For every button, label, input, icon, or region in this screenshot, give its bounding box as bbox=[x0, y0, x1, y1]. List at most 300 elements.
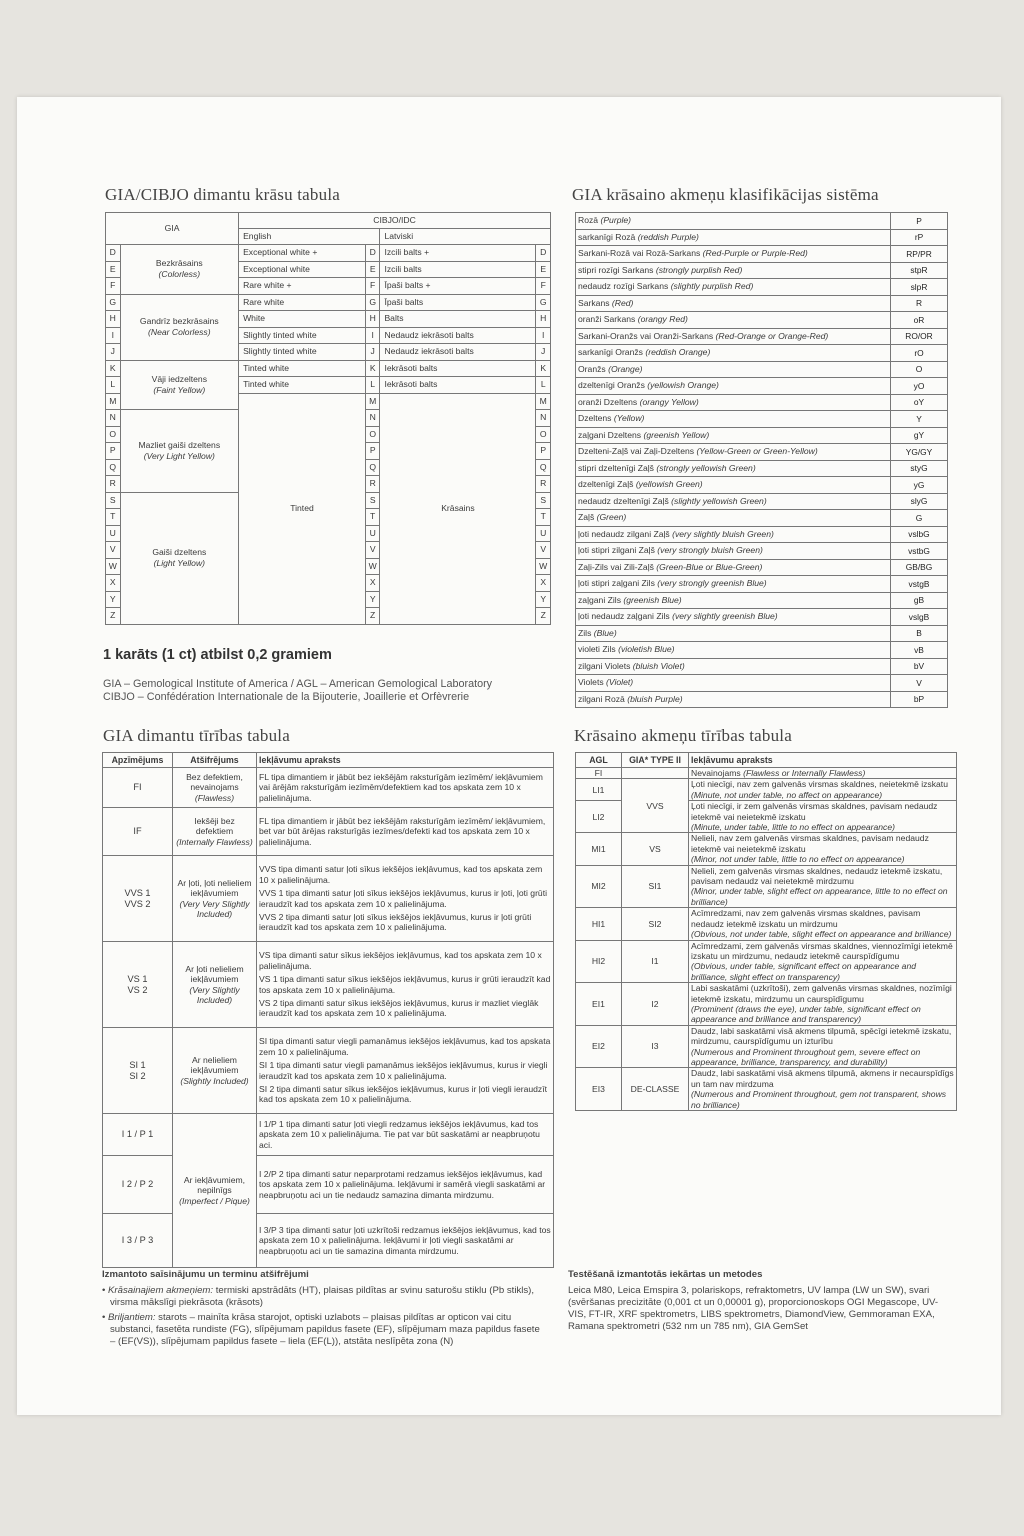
gem-color-code: bP bbox=[891, 691, 948, 708]
clarity-meaning bbox=[173, 856, 257, 942]
desc-lv: Nelieli, zem galvenās virsmas skaldnes, nedaudz ietekmē izskatu, pavisam nedaudz vai neietekmē mirdzumu bbox=[691, 865, 943, 887]
meaning-lv: Ar ļoti nelieliem iekļāvumiem bbox=[185, 963, 244, 985]
description-paragraph: VS 2 tipa dimanti satur sīkus iekšējos iekļāvumus, kurus ir mazliet vieglāk ieraudzīt kad tos apskata zem 10 x palielinājuma. bbox=[259, 997, 539, 1019]
gem-color-en: (strongly purplish Red) bbox=[655, 264, 743, 275]
grade-letter: P bbox=[365, 443, 380, 460]
gem-color-en: (reddish Orange) bbox=[645, 347, 711, 358]
gem-clarity-row bbox=[576, 779, 957, 801]
clarity-description bbox=[257, 808, 554, 856]
gem-color-code: rO bbox=[891, 345, 948, 362]
description-paragraph: VS 1 tipa dimanti satur sīkus iekšējos iekļāvumus, kurus ir grūti ieraudzīt kad tos apskata zem 10 x palielinājuma. bbox=[259, 974, 551, 995]
gem-color-en: (slightly yellowish Green) bbox=[671, 495, 767, 506]
description-paragraph: VVS 2 tipa dimanti satur ļoti sīkus iekšējos iekļāvumus, kurus ir ļoti grūti ieraudzīt kad tos apskata zem 10 x palielinājuma. bbox=[259, 911, 532, 933]
gem-color-en: (very strongly bluish Green) bbox=[657, 545, 763, 556]
group-name: Mazliet gaiši dzeltens bbox=[138, 439, 221, 450]
clarity-meaning bbox=[173, 942, 257, 1028]
gem-color-lv: violeti Zils bbox=[578, 644, 619, 655]
gem-color-en: (orangy Yellow) bbox=[639, 396, 699, 407]
meaning-lv: Ar ļoti, ļoti nelieliem iekļāvumiem bbox=[177, 877, 252, 899]
grade-letter: O bbox=[365, 426, 380, 443]
gem-color-name bbox=[576, 460, 891, 477]
clarity-grade: VVS 1 VVS 2 bbox=[103, 856, 173, 942]
gem-color-row bbox=[576, 477, 948, 494]
gem-color-code: B bbox=[891, 625, 948, 642]
group-name-en: (Near Colorless) bbox=[148, 327, 211, 337]
gem-clarity-row bbox=[576, 983, 957, 1026]
grade-letter: F bbox=[106, 278, 121, 295]
grade-letter: D bbox=[106, 245, 121, 262]
grade-letter: T bbox=[106, 509, 121, 526]
clarity-row bbox=[103, 1114, 554, 1156]
gem-color-code: V bbox=[891, 675, 948, 692]
gem-color-row bbox=[576, 576, 948, 593]
grade-letter: D bbox=[365, 245, 380, 262]
english-term: Exceptional white + bbox=[239, 245, 366, 262]
english-term: Rare white bbox=[239, 294, 366, 311]
grade-letter: G bbox=[106, 294, 121, 311]
description-paragraph: FL tipa dimantiem ir jābūt bez iekšējām raksturīgām iezīmēm/ iekļāvumiem, bet var būt ārējas raksturīgās iezīmes/defekti kad tos apskata zem 10 x palielinājuma. bbox=[259, 815, 546, 847]
english-term: Tinted white bbox=[239, 377, 366, 394]
gem-color-code: rP bbox=[891, 229, 948, 246]
grade-letter: F bbox=[365, 278, 380, 295]
grade-letter: T bbox=[536, 509, 551, 526]
meaning-en: (Imperfect / Pique) bbox=[179, 1195, 250, 1206]
gem-color-row bbox=[576, 444, 948, 461]
description-paragraph: SI tipa dimanti satur viegli pamanāmus iekšējos iekļāvumus, kad tos apskata zem 10 x palielinājuma. bbox=[259, 1036, 551, 1057]
note-term: Briljantiem: bbox=[108, 1312, 156, 1323]
english-term: Tinted bbox=[239, 393, 366, 624]
group-name: Bezkrāsains bbox=[155, 258, 203, 269]
clarity-description bbox=[257, 1028, 554, 1114]
gem-color-code: Y bbox=[891, 411, 948, 428]
grade-letter: Q bbox=[536, 459, 551, 476]
gem-color-en: (Red) bbox=[611, 297, 634, 308]
note-item: • Krāsainajiem akmeņiem: termiski apstrādāts (HT), plaisas pildītas ar svinu saturošu stiklu (Pb stikls), virsma mākslīgi piekrāsota (krāsots) bbox=[102, 1285, 535, 1308]
gem-color-code: vB bbox=[891, 642, 948, 659]
gem-color-row bbox=[576, 262, 948, 279]
gem-color-name bbox=[576, 510, 891, 527]
gem-color-code: oR bbox=[891, 312, 948, 329]
gem-color-en: (Yellow-Green or Green-Yellow) bbox=[696, 446, 818, 457]
gem-color-code: O bbox=[891, 361, 948, 378]
grade-letter: W bbox=[365, 558, 380, 575]
gem-color-row bbox=[576, 460, 948, 477]
clarity-grade: I 3 / P 3 bbox=[103, 1214, 173, 1268]
grade-letter: H bbox=[536, 311, 551, 328]
latvian-term: Nedaudz iekrāsoti balts bbox=[380, 327, 536, 344]
gem-color-code: P bbox=[891, 213, 948, 230]
meaning-en: (Slightly Included) bbox=[180, 1075, 249, 1086]
gem-color-en: (Green-Blue or Blue-Green) bbox=[656, 561, 763, 572]
description-paragraph: VVS 1 tipa dimanti satur ļoti sīkus iekšējos iekļāvumus, kurus ir ļoti, ļoti grūti ieraudzīt kad tos apskata zem 10 x palielinājuma. bbox=[259, 888, 548, 909]
desc-en: (Numerous and Prominent throughout gem, severe effect on appearance, brilliance, transparency, and durability) bbox=[691, 1046, 921, 1067]
gem-color-row bbox=[576, 427, 948, 444]
clarity-grade: IF bbox=[103, 808, 173, 856]
gem-color-lv: ļoti stipri zilgani Zaļš bbox=[578, 545, 658, 556]
desc-lv: Ļoti niecīgi, ir zem galvenās virsmas skaldnes, pavisam nedaudz ietekmē vai neietekmē izskatu bbox=[691, 801, 938, 822]
desc-lv: Nelieli, nav zem galvenās virsmas skaldnes, pavisam nedaudz ietekmē vai neietekmē izskatu bbox=[691, 833, 929, 854]
gem-color-en: (bluish Purple) bbox=[627, 693, 683, 704]
latvian-term: Balts bbox=[380, 311, 536, 328]
gem-color-name bbox=[576, 411, 891, 428]
gem-color-row bbox=[576, 609, 948, 626]
grade-letter: Z bbox=[536, 608, 551, 625]
gem-color-lv: nedaudz dzeltenīgi Zaļš bbox=[578, 495, 672, 506]
grade-letter: I bbox=[536, 327, 551, 344]
gem-color-code: RO/OR bbox=[891, 328, 948, 345]
latvian-term: Nedaudz iekrāsoti balts bbox=[380, 344, 536, 361]
gem-color-row bbox=[576, 625, 948, 642]
carat-statement: 1 karāts (1 ct) atbilst 0,2 gramiem bbox=[103, 647, 332, 663]
grade-letter: E bbox=[536, 261, 551, 278]
english-term: Slightly tinted white bbox=[239, 327, 366, 344]
color-row bbox=[106, 294, 551, 311]
header-meaning: Atšifrējums bbox=[173, 753, 257, 768]
grade-letter: U bbox=[365, 525, 380, 542]
grade-letter: V bbox=[536, 542, 551, 559]
meaning-en: (Very Very Slightly Included) bbox=[179, 898, 250, 919]
gem-color-name bbox=[576, 229, 891, 246]
gem-color-lv: Sarkans bbox=[578, 297, 612, 308]
agl-grade: EI3 bbox=[576, 1068, 622, 1111]
gem-color-name bbox=[576, 559, 891, 576]
grade-letter: Q bbox=[106, 459, 121, 476]
grade-letter: V bbox=[106, 542, 121, 559]
gem-color-code: vslgB bbox=[891, 609, 948, 626]
gem-color-lv: oranži Sarkans bbox=[578, 314, 638, 325]
group-name-en: (Colorless) bbox=[158, 269, 201, 280]
grade-letter: T bbox=[365, 509, 380, 526]
gem-color-name bbox=[576, 642, 891, 659]
latvian-term: Iekrāsoti balts bbox=[380, 377, 536, 394]
latvian-term: Izcili balts + bbox=[380, 245, 536, 262]
gem-color-name bbox=[576, 246, 891, 263]
note-item: • Briljantiem: starots – mainīta krāsa starojot, optiski uzlabots – plaisas pildītas ar opticon vai citu substanci, fasetēta rundiste (FG), slīpējumam papildus fasete (EF), slīpējumam maza papildus fasete – (EF(VS)), slīpējumam papildus fasete – liela (EF(L)), atstāta neslīpēta zona (N) bbox=[102, 1312, 540, 1347]
colored-gem-table bbox=[575, 212, 948, 708]
gem-color-name bbox=[576, 675, 891, 692]
gia-grade: SI1 bbox=[622, 865, 689, 908]
agl-grade: HI1 bbox=[576, 908, 622, 940]
equipment-title: Testēšanā izmantotās iekārtas un metodes bbox=[568, 1269, 763, 1280]
grade-letter: M bbox=[365, 393, 380, 410]
group-name-en: (Light Yellow) bbox=[153, 558, 206, 568]
header-grade: Apzīmējums bbox=[103, 753, 173, 768]
agl-grade: MI1 bbox=[576, 833, 622, 865]
gem-color-name bbox=[576, 691, 891, 708]
gem-color-lv: stipri dzeltenīgi Zaļš bbox=[578, 462, 657, 473]
gia-grade bbox=[622, 768, 689, 779]
gem-color-en: (Red-Purple or Purple-Red) bbox=[702, 248, 808, 259]
grade-letter: G bbox=[536, 294, 551, 311]
gia-grade: DE-CLASSE bbox=[622, 1068, 689, 1111]
gem-clarity-description bbox=[689, 833, 957, 865]
header-agl: AGL bbox=[576, 753, 622, 768]
gem-color-code: yG bbox=[891, 477, 948, 494]
diamond-color-title: GIA/CIBJO dimantu krāsu tabula bbox=[105, 185, 340, 204]
note-term: Krāsainajiem akmeņiem: bbox=[108, 1285, 214, 1296]
gem-color-row bbox=[576, 295, 948, 312]
gem-color-en: (slightly purplish Red) bbox=[670, 281, 754, 292]
gem-color-lv: zaļgani Zils bbox=[578, 594, 624, 605]
clarity-grade: I 2 / P 2 bbox=[103, 1156, 173, 1214]
gem-color-lv: stipri rozīgi Sarkans bbox=[578, 264, 656, 275]
desc-lv: Daudz, labi saskatāmi visā akmens tilpumā, akmens ir necaurspīdīgs un tam nav mirdzuma bbox=[691, 1068, 954, 1089]
color-group bbox=[120, 245, 239, 295]
header-description: Iekļāvumu apraksts bbox=[689, 753, 957, 768]
header-gia: GIA* TYPE II bbox=[622, 753, 689, 768]
gem-color-lv: Violets bbox=[578, 677, 607, 688]
gem-color-name bbox=[576, 427, 891, 444]
gem-color-code: RP/PR bbox=[891, 246, 948, 263]
desc-en: (Minute, not under table, no affect on appearance) bbox=[691, 789, 883, 800]
gia-grade: VS bbox=[622, 833, 689, 865]
grade-letter: L bbox=[536, 377, 551, 394]
group-name: Vāji iedzeltens bbox=[151, 373, 208, 384]
gem-color-row bbox=[576, 312, 948, 329]
clarity-grade: VS 1 VS 2 bbox=[103, 942, 173, 1028]
gem-color-name bbox=[576, 328, 891, 345]
color-row bbox=[106, 245, 551, 262]
grade-letter: S bbox=[536, 492, 551, 509]
grade-letter: Y bbox=[536, 591, 551, 608]
gem-color-row bbox=[576, 675, 948, 692]
gem-color-name bbox=[576, 279, 891, 296]
gem-color-en: (violetish Blue) bbox=[618, 644, 675, 655]
gem-color-lv: Zils bbox=[578, 627, 594, 638]
gem-color-en: (very strongly greenish Blue) bbox=[657, 578, 767, 589]
grade-letter: Z bbox=[365, 608, 380, 625]
desc-en: (Prominent (draws the eye), under table, significant effect on appearance and brilliance and transparency) bbox=[691, 1003, 921, 1025]
gem-color-row bbox=[576, 279, 948, 296]
gem-color-row bbox=[576, 559, 948, 576]
diamond-color-table bbox=[105, 212, 551, 625]
description-paragraph: SI 1 tipa dimanti satur viegli pamanāmus iekšējos iekļāvumus, kurus ir viegli ieraudzīt kad tos apskata zem 10 x palielinājuma. bbox=[259, 1060, 548, 1081]
clarity-description bbox=[257, 942, 554, 1028]
gem-color-code: stpR bbox=[891, 262, 948, 279]
gem-color-row bbox=[576, 345, 948, 362]
grade-letter: G bbox=[365, 294, 380, 311]
grade-letter: R bbox=[536, 476, 551, 493]
group-name-en: (Very Light Yellow) bbox=[143, 450, 215, 461]
gem-color-code: GB/BG bbox=[891, 559, 948, 576]
color-group bbox=[120, 492, 239, 624]
gem-color-en: (orangy Red) bbox=[637, 314, 688, 325]
gem-color-row bbox=[576, 246, 948, 263]
english-term: Tinted white bbox=[239, 360, 366, 377]
grade-letter: Q bbox=[365, 459, 380, 476]
grade-letter: X bbox=[365, 575, 380, 592]
gem-color-en: (Yellow) bbox=[613, 413, 645, 424]
english-term: Slightly tinted white bbox=[239, 344, 366, 361]
gem-clarity-row bbox=[576, 1068, 957, 1111]
gem-color-code: yO bbox=[891, 378, 948, 395]
gem-clarity-row bbox=[576, 768, 957, 779]
grade-letter: N bbox=[106, 410, 121, 427]
gem-color-name bbox=[576, 394, 891, 411]
clarity-row bbox=[103, 808, 554, 856]
gem-clarity-description bbox=[689, 1025, 957, 1068]
gem-color-code: slyG bbox=[891, 493, 948, 510]
gem-color-lv: dzeltenīgi Oranžs bbox=[578, 380, 648, 391]
description-paragraph: I 2/P 2 tipa dimanti satur neparprotami redzamus iekšējos iekļāvumus, kad tos apskata zem 10 x palielinājuma. Iekļāvumi ir samērā viegli saskatāmi ar neapbruņotu aci un tie nedaudz samazina dimanta mirdzumu. bbox=[259, 1168, 546, 1200]
clarity-meaning bbox=[173, 808, 257, 856]
gem-clarity-row bbox=[576, 833, 957, 865]
grade-letter: W bbox=[536, 558, 551, 575]
description-paragraph: SI 2 tipa dimanti satur sīkus iekšējos iekļāvumus, kurus ir ļoti viegli ieraudzīt kad tos apskata zem 10 x palielinājuma. bbox=[259, 1083, 548, 1105]
gem-color-en: (Violet) bbox=[606, 677, 634, 688]
english-term: Exceptional white bbox=[239, 261, 366, 278]
grade-letter: L bbox=[365, 377, 380, 394]
desc-lv: Labi saskatāmi (uzkrītoši), zem galvenās virsmas skaldnes, nozīmīgi ietekmē izskatu, mirdzumu un caurspīdīgumu bbox=[691, 983, 952, 1004]
gem-color-name bbox=[576, 526, 891, 543]
gem-color-row bbox=[576, 229, 948, 246]
latvian-term: Īpaši balts bbox=[380, 294, 536, 311]
gem-color-en: (greenish Blue) bbox=[623, 594, 682, 605]
latvian-term: Iekrāsoti balts bbox=[380, 360, 536, 377]
gem-color-code: vslbG bbox=[891, 526, 948, 543]
agl-grade: LI2 bbox=[576, 801, 622, 833]
meaning-en: (Very Slightly Included) bbox=[189, 984, 240, 1005]
description-paragraph: I 3/P 3 tipa dimanti satur ļoti uzkrītoši redzamus iekšējos iekļāvumus, kad tos apskata zem 10 x palielinājuma. Iekļāvumi ir ļoti viegli saskatāmi ar neapbruņotu aci un tie samazina dimanta mirdzumu. bbox=[259, 1224, 551, 1256]
clarity-description bbox=[257, 856, 554, 942]
grade-letter: K bbox=[536, 360, 551, 377]
grade-letter: J bbox=[106, 344, 121, 361]
grade-letter: L bbox=[106, 377, 121, 394]
grade-letter: R bbox=[365, 476, 380, 493]
equipment-text: Leica M80, Leica Emspira 3, polariskops, refraktometrs, UV lampa (LW un SW), svari (svēršanas precizitāte (0,001 ct un 0,00001 g), proporcionoskops OGI Megascope, UV-VIS, FT-IR, XRF spektrometrs, LIBS spektrometrs, DiamondView, Gemmoraman EXA, Ramana spektrometri (532 nm un 785 nm), GIA GemSet bbox=[568, 1285, 939, 1332]
grade-letter: P bbox=[536, 443, 551, 460]
gem-clarity-description bbox=[689, 983, 957, 1026]
desc-en: (Obvious, not under table, slight effect on appearance and brilliance) bbox=[691, 929, 952, 940]
meaning-lv: Ar iekļāvumiem, nepilnīgs bbox=[183, 1174, 246, 1196]
gem-color-lv: dzeltenīgi Zaļš bbox=[578, 479, 636, 490]
gem-color-name bbox=[576, 361, 891, 378]
gem-color-code: gB bbox=[891, 592, 948, 609]
note-text: starots – mainīta krāsa starojot, optiski uzlabots – plaisas pildītas ar opticon vai citu substanci, fasetēta rundiste (FG), slīpējumam papildus fasete (EF), slīpējumam maza papildus fasete – (EF(VS)), slīpējumam papildus fasete – liela (EF(L)), atstāta neslīpēta zona (N) bbox=[110, 1312, 540, 1347]
gem-color-lv: oranži Dzeltens bbox=[578, 396, 640, 407]
gem-color-name bbox=[576, 543, 891, 560]
desc-en: (Minor, under table, slight effect on appearance, little to no effect on brilliance) bbox=[691, 886, 948, 907]
gia-grade: I1 bbox=[622, 940, 689, 983]
clarity-meaning bbox=[173, 768, 257, 808]
grade-letter: Y bbox=[365, 591, 380, 608]
grade-letter: P bbox=[106, 443, 121, 460]
meaning-lv: Iekšēji bez defektiem bbox=[194, 815, 235, 837]
clarity-grade: SI 1 SI 2 bbox=[103, 1028, 173, 1114]
agl-grade: FI bbox=[576, 768, 622, 779]
diamond-clarity-title: GIA dimantu tīrības tabula bbox=[103, 726, 290, 745]
equipment-notes bbox=[568, 1269, 948, 1333]
grade-letter: D bbox=[536, 245, 551, 262]
gem-color-code: vstgB bbox=[891, 576, 948, 593]
gem-color-name bbox=[576, 625, 891, 642]
grade-letter: K bbox=[106, 360, 121, 377]
grade-letter: S bbox=[106, 492, 121, 509]
gem-color-name bbox=[576, 493, 891, 510]
meaning-en: (Internally Flawless) bbox=[176, 836, 253, 847]
grade-letter: J bbox=[536, 344, 551, 361]
gem-color-name bbox=[576, 378, 891, 395]
grade-letter: X bbox=[106, 575, 121, 592]
note-text: termiski apstrādāts (HT), plaisas pildītas ar svinu saturošu stiklu (Pb stikls), virsma mākslīgi piekrāsota (krāsots) bbox=[110, 1285, 535, 1308]
grade-letter: N bbox=[365, 410, 380, 427]
clarity-row bbox=[103, 1028, 554, 1114]
gem-color-name bbox=[576, 345, 891, 362]
gem-color-en: (yellowish Orange) bbox=[647, 380, 719, 391]
grade-letter: H bbox=[106, 311, 121, 328]
gem-color-en: (very slightly greenish Blue) bbox=[672, 611, 778, 622]
desc-lv: Acīmredzami, nav zem galvenās virsmas skaldnes, pavisam nedaudz ietekmē izskatu un mirdzumu bbox=[691, 908, 921, 929]
gem-color-name bbox=[576, 658, 891, 675]
gem-color-lv: zilgani Violets bbox=[578, 660, 633, 671]
grade-letter: V bbox=[365, 542, 380, 559]
desc-en: (Obvious, under table, significant effect on appearance and brilliance, slight effect on transparency) bbox=[691, 961, 917, 982]
desc-lv: Daudz, labi saskatāmi visā akmens tilpumā, spēcīgi ietekmē izskatu, mirdzumu, caurspīdīgumu un izturību bbox=[691, 1025, 952, 1047]
gia-grade: SI2 bbox=[622, 908, 689, 940]
gem-color-name bbox=[576, 295, 891, 312]
gem-color-name bbox=[576, 477, 891, 494]
gem-clarity-row bbox=[576, 908, 957, 940]
gem-color-lv: ļoti nedaudz zilgani Zaļš bbox=[578, 528, 673, 539]
gem-color-code: gY bbox=[891, 427, 948, 444]
gem-color-lv: zilgani Rozā bbox=[578, 693, 628, 704]
grade-letter: J bbox=[365, 344, 380, 361]
grade-letter: N bbox=[536, 410, 551, 427]
gem-color-lv: Dzelteni-Zaļš vai Zaļi-Dzeltens bbox=[578, 446, 697, 457]
grade-letter: O bbox=[106, 426, 121, 443]
gem-color-code: G bbox=[891, 510, 948, 527]
grade-letter: O bbox=[536, 426, 551, 443]
gem-color-lv: Zaļš bbox=[578, 512, 597, 523]
gem-color-en: (very slightly bluish Green) bbox=[672, 528, 774, 539]
gem-color-lv: Oranžs bbox=[578, 363, 609, 374]
grade-letter: X bbox=[536, 575, 551, 592]
gem-color-en: (Red-Orange or Orange-Red) bbox=[715, 330, 829, 341]
gem-color-row bbox=[576, 361, 948, 378]
gem-color-row bbox=[576, 411, 948, 428]
gem-color-name bbox=[576, 592, 891, 609]
gem-color-code: vstbG bbox=[891, 543, 948, 560]
grade-letter: Z bbox=[106, 608, 121, 625]
gem-color-lv: sarkanīgi Oranžs bbox=[578, 347, 646, 358]
header-gia: GIA bbox=[106, 213, 239, 245]
gem-clarity-row bbox=[576, 940, 957, 983]
gem-color-name bbox=[576, 444, 891, 461]
grade-letter: I bbox=[365, 327, 380, 344]
gem-clarity-description bbox=[689, 908, 957, 940]
gem-color-lv: sarkanīgi Rozā bbox=[578, 231, 638, 242]
header-english: English bbox=[239, 229, 380, 245]
agl-grade: EI1 bbox=[576, 983, 622, 1026]
gem-color-lv: Dzeltens bbox=[578, 413, 614, 424]
colored-clarity-table bbox=[575, 752, 957, 1111]
group-name: Gandrīz bezkrāsains bbox=[139, 316, 219, 326]
gem-color-row bbox=[576, 543, 948, 560]
gem-color-lv: zaļgani Dzeltens bbox=[578, 429, 644, 440]
gem-color-name bbox=[576, 576, 891, 593]
meaning-lv: Bez defektiem, nevainojams bbox=[186, 771, 243, 793]
agl-grade: EI2 bbox=[576, 1025, 622, 1068]
grade-letter: U bbox=[536, 525, 551, 542]
clarity-description bbox=[257, 768, 554, 808]
gem-color-row bbox=[576, 213, 948, 230]
abbreviation-notes bbox=[102, 1269, 542, 1351]
gem-color-lv: nedaudz rozīgi Sarkans bbox=[578, 281, 671, 292]
clarity-row bbox=[103, 1156, 554, 1214]
gem-color-en: (Purple) bbox=[600, 215, 632, 226]
abbreviations bbox=[103, 678, 492, 704]
gem-color-lv: Sarkani-Oranžs vai Oranži-Sarkans bbox=[578, 330, 716, 341]
